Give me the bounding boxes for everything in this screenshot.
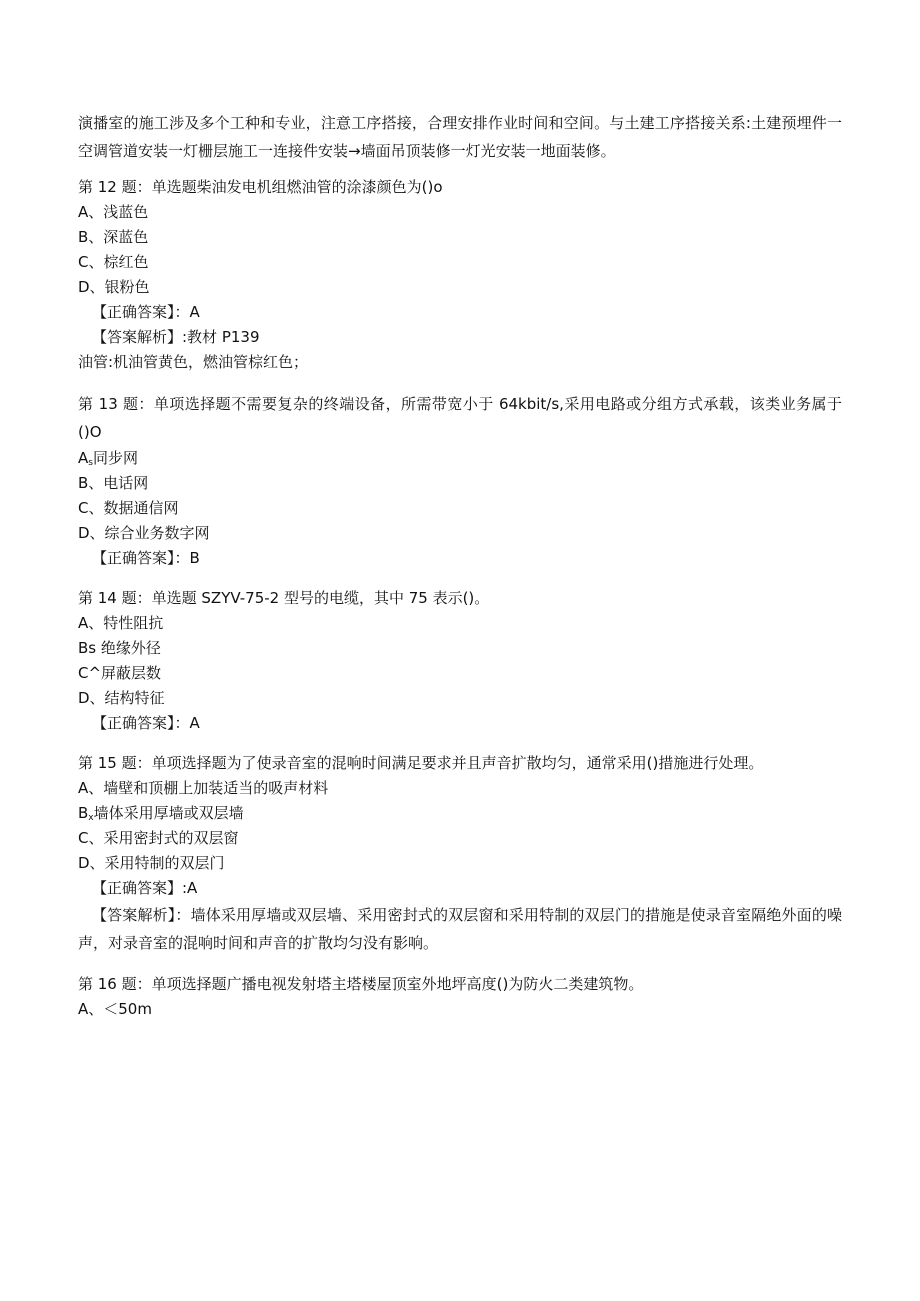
question-stem: 第 12 题：单选题柴油发电机组燃油管的涂漆颜色为()o <box>78 178 443 196</box>
question-stem: 第 13 题：单项选择题不需要复杂的终端设备，所需带宽小于 64kbit/s,采用电路或分组方式承载，该类业务属于()O <box>78 395 842 441</box>
correct-answer: 【正确答案】：B <box>92 549 200 567</box>
option-d: D、银粉色 <box>78 278 150 296</box>
option-a: A、墙壁和顶棚上加装适当的吸声材料 <box>78 779 329 797</box>
option-subscript: x <box>88 813 94 823</box>
option-b: Bs 绝缘外径 <box>78 639 161 657</box>
spacer <box>78 571 842 586</box>
question-stem: 第 15 题：单项选择题为了使录音室的混响时间满足要求并且声音扩散均匀，通常采用()措施进行处理。 <box>78 754 764 772</box>
option-b <box>78 801 842 826</box>
option-a: A、浅蓝色 <box>78 203 149 221</box>
spacer <box>78 375 842 390</box>
intro-paragraph: 演播室的施工涉及多个工种和专业，注意工序搭接，合理安排作业时间和空间。与土建工序搭接关系:土建预埋件一空调管道安装一灯栅层施工一连接件安装→墙面吊顶装修一灯光安装一地面装修。 <box>78 114 842 160</box>
option-text: 同步网 <box>92 449 138 467</box>
option-d: D、结构特征 <box>78 689 165 707</box>
correct-answer: 【正确答案】:A <box>92 879 198 897</box>
option-a <box>78 446 842 471</box>
spacer <box>78 957 842 972</box>
question-12 <box>78 175 842 375</box>
option-a: A、特性阻抗 <box>78 614 164 632</box>
correct-answer: 【正确答案】：A <box>92 714 200 732</box>
option-c: C、采用密封式的双层窗 <box>78 829 239 847</box>
analysis-note: 油管:机油管黄色，燃油管棕红色； <box>78 353 309 371</box>
spacer <box>78 736 842 751</box>
question-14 <box>78 586 842 736</box>
answer-analysis: 【答案解析】：墙体采用厚墙或双层墙、采用密封式的双层窗和采用特制的双层门的措施是使录音室隔绝外面的噪声，对录音室的混响时间和声音的扩散均匀没有影响。 <box>78 906 842 952</box>
question-13 <box>78 390 842 571</box>
document-page <box>78 109 842 1022</box>
question-16 <box>78 972 842 1022</box>
option-c: C^屏蔽层数 <box>78 664 162 682</box>
option-a: A、＜50m <box>78 1000 152 1018</box>
option-b: B、电话网 <box>78 474 149 492</box>
option-text: 墙体采用厚墙或双层墙 <box>93 804 244 822</box>
option-c: C、数据通信网 <box>78 499 179 517</box>
option-letter: B <box>78 804 89 822</box>
option-c: C、棕红色 <box>78 253 149 271</box>
option-b: B、深蓝色 <box>78 228 149 246</box>
correct-answer: 【正确答案】：A <box>92 303 200 321</box>
question-15 <box>78 751 842 957</box>
option-d: D、采用特制的双层门 <box>78 854 225 872</box>
spacer <box>78 165 842 175</box>
answer-analysis: 【答案解析】:教材 P139 <box>92 328 260 346</box>
question-stem: 第 14 题：单选题 SZYV-75-2 型号的电缆，其中 75 表示()。 <box>78 589 490 607</box>
question-stem: 第 16 题：单项选择题广播电视发射塔主塔楼屋顶室外地坪高度()为防火二类建筑物。 <box>78 975 644 993</box>
option-subscript: s <box>88 458 93 468</box>
option-letter: A <box>78 449 89 467</box>
option-d: D、综合业务数字网 <box>78 524 210 542</box>
